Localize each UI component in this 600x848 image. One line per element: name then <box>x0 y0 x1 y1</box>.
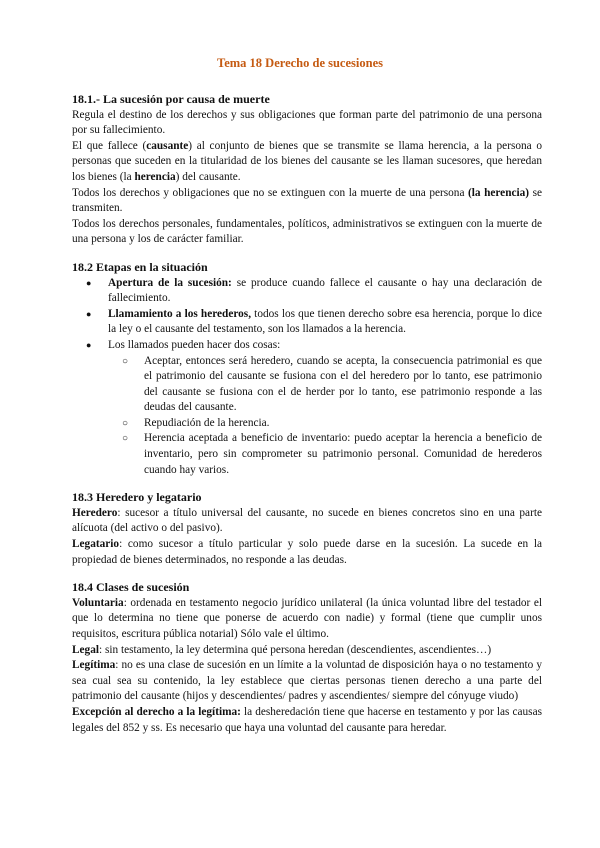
list-item <box>108 276 542 307</box>
sub-list-item: ○ Herencia aceptada a beneficio de inventario: puedo aceptar la herencia a beneficio de inventario, pero sin comprometer su patrimonio personal. Comunidad de herederos cuando hay varios. <box>144 431 542 478</box>
bold-term: causante <box>146 139 189 152</box>
page-title: Tema 18 Derecho de sucesiones <box>217 56 383 70</box>
document-body <box>72 92 542 736</box>
text-run: : ordenada en testamento negocio jurídico unilateral (la única voluntad libre del testador el que lo determina no tiene que ponerse de acuerdo con nadie) y formal (tiene que cumplir unos requisitos, escritura pública notarial) Sólo vale el último. <box>72 596 542 640</box>
paragraph <box>72 596 542 643</box>
bold-term: Legatario <box>72 538 120 551</box>
paragraph <box>72 537 542 568</box>
spacer <box>72 248 542 260</box>
text-run: El que fallece ( <box>72 139 147 152</box>
sub-list-item: ○ Aceptar, entonces será heredero, cuando se acepta, la consecuencia patrimonial es que el patrimonio del causante se fusiona con el del heredero por lo tanto, ese patrimonio del causante se fusiona con el de herder por lo tanto, ese patrimonio responde a las deudas del causante. <box>144 354 542 416</box>
paragraph: Todos los derechos personales, fundamentales, políticos, administrativos se extinguen con la muerte de una persona y los de carácter familiar. <box>72 217 542 246</box>
paragraph <box>72 506 542 537</box>
bold-term: Excepción al derecho a la legítima: <box>72 705 241 718</box>
section-heading-18-1: 18.1.- La sucesión por causa de muerte <box>72 92 270 106</box>
bold-term: Voluntaria <box>72 596 124 609</box>
text-run: : sin testamento, la ley determina qué persona heredan (descendientes, ascendientes…) <box>99 643 492 656</box>
bold-term: (la herencia) <box>468 186 530 199</box>
paragraph <box>72 186 542 217</box>
text-run: Todos los derechos y obligaciones que no se extinguen con la muerte de una persona <box>72 186 468 199</box>
text-run: se produce cuando fallece el causante o hay una declaración de fallecimiento. <box>108 276 543 305</box>
text-run: ) del causante. <box>175 170 241 183</box>
bold-term: Apertura de la sucesión: <box>108 276 232 289</box>
section-heading-18-4: 18.4 Clases de sucesión <box>72 580 190 595</box>
section-heading-18-3: 18.3 Heredero y legatario <box>72 490 202 505</box>
text-run: Los llamados pueden hacer dos cosas: <box>108 338 281 351</box>
bullet-list <box>72 276 542 479</box>
text-run: la desheredación tiene que hacerse en testamento y por las causas legales del 852 y ss. Es necesario que haya una voluntad del causante para heredar. <box>72 705 542 734</box>
sub-list-item: ○ Repudiación de la herencia. <box>144 416 542 432</box>
paragraph: Regula el destino de los derechos y sus obligaciones que forman parte del patrimonio de una persona por su fallecimiento. <box>72 108 542 137</box>
text-run: todos los que tienen derecho sobre esa herencia, porque lo dice la ley o el causante del testamento, son los llamados a la herencia. <box>108 307 542 336</box>
paragraph <box>72 705 542 736</box>
bold-term: herencia <box>134 170 176 183</box>
paragraph <box>72 643 542 659</box>
text-run: : no es una clase de sucesión en un límite a la voluntad de disposición haya o no testamento y sea cual sea su contenido, la ley establece que ciertas personas tienen derecho a una parte del patrimonio del causante (hijos y descendientes/ padres y ascendientes/ siempre del cónyuge viudo) <box>72 659 542 703</box>
text-run: se transmiten. <box>72 186 543 215</box>
text-run: ) al conjunto de bienes que se transmite se llama herencia, a la persona o personas que suceden en la titularidad de los bienes del causante se les llaman sucesores, que heredan los bienes (la <box>72 139 542 183</box>
spacer <box>72 568 542 580</box>
sub-list <box>108 354 542 479</box>
bold-term: Heredero <box>72 506 118 519</box>
spacer <box>72 478 542 490</box>
bold-term: Llamamiento a los herederos, <box>108 307 252 320</box>
bold-term: Legítima <box>72 659 116 672</box>
paragraph <box>72 658 542 705</box>
paragraph <box>72 139 542 186</box>
section-heading-18-2: 18.2 Etapas en la situación <box>72 259 208 274</box>
list-item <box>108 307 542 338</box>
bold-term: Legal <box>72 643 99 656</box>
text-run: : como sucesor a título particular y solo puede darse en la sucesión. La sucede en la propiedad de bienes determinados, no responde a las deudas. <box>72 538 542 566</box>
list-item <box>108 338 542 478</box>
text-run: : sucesor a título universal del causante, no sucede en bienes concretos sino en una parte alícuota (del activo o del pasivo). <box>72 506 542 535</box>
